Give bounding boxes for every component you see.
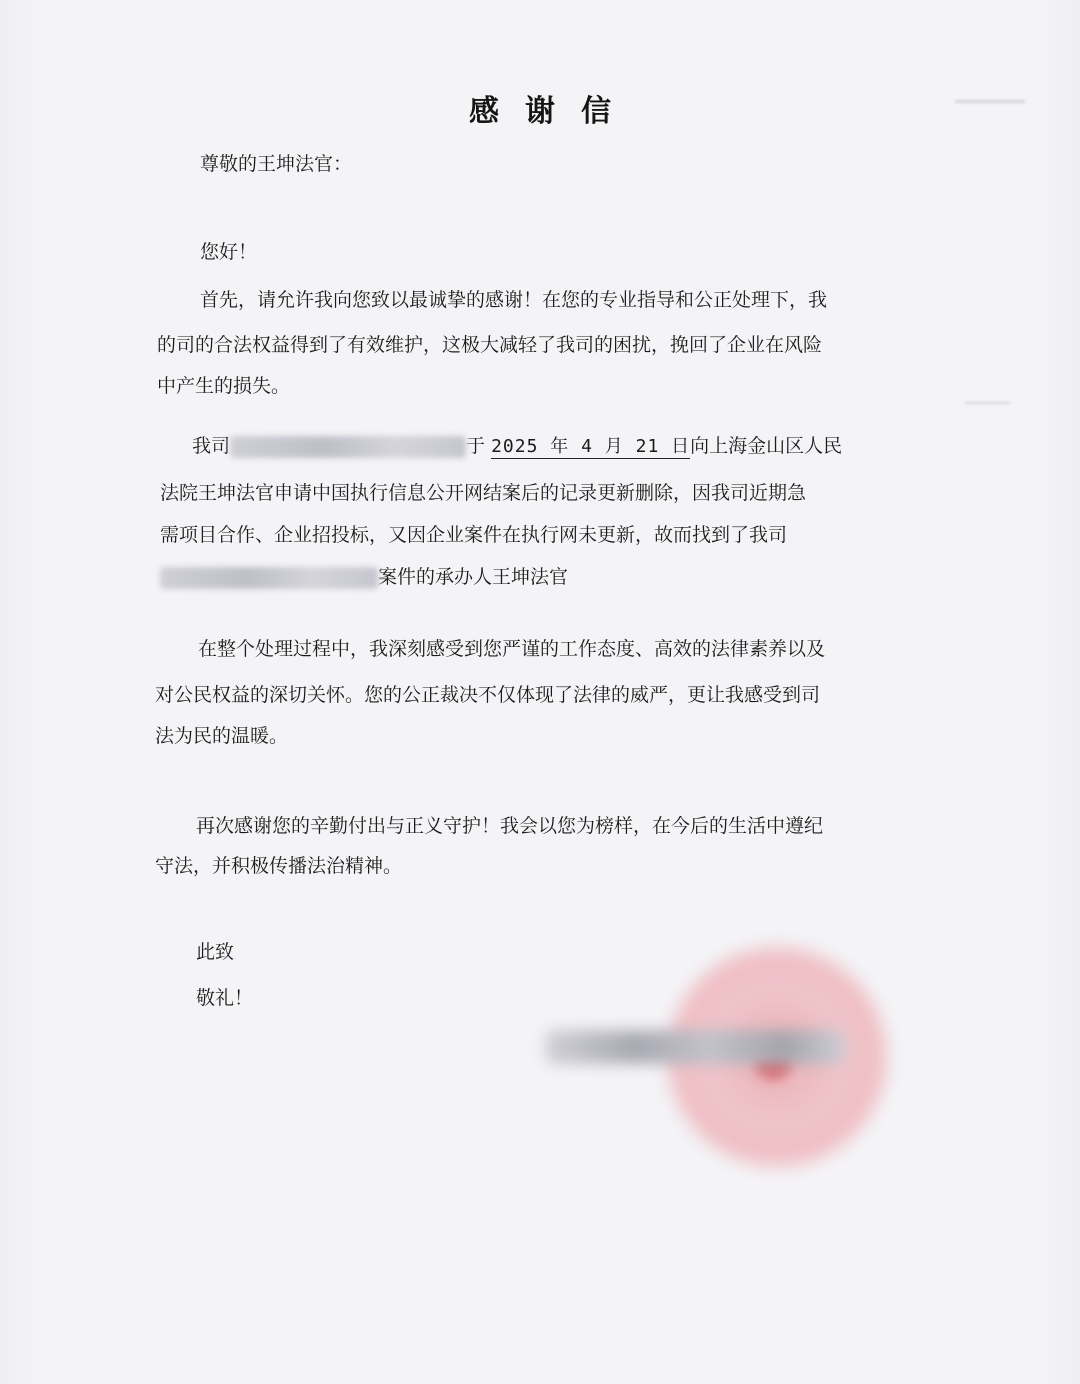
paragraph-4-line-1: 再次感谢您的辛勤付出与正义守护！我会以您为榜样，在今后的生活中遵纪	[196, 815, 824, 837]
letter-title: 感谢信	[469, 94, 637, 129]
text-segment: 我司	[192, 435, 231, 457]
redacted-signature-company-name	[545, 1030, 845, 1064]
paragraph-3-line-3: 法为民的温暖。	[155, 725, 289, 747]
paragraph-4-line-2: 守法，并积极传播法治精神。	[155, 855, 403, 877]
text-segment: 于	[466, 435, 486, 457]
redacted-company-name	[160, 567, 378, 589]
paragraph-2-line-3: 需项目合作、企业招投标，又因企业案件在执行网未更新，故而找到了我司	[160, 524, 788, 546]
paragraph-1-line-3: 中产生的损失。	[157, 375, 291, 397]
salutation: 尊敬的王坤法官：	[200, 153, 353, 175]
paragraph-2-line-4	[160, 565, 568, 589]
paragraph-3-line-1: 在整个处理过程中，我深刻感受到您严谨的工作态度、高效的法律素养以及	[198, 638, 826, 660]
closing-line-1: 此致	[196, 941, 235, 963]
paragraph-1-line-2: 的司的合法权益得到了有效维护，这极大减轻了我司的困扰，挽回了企业在风险	[157, 334, 823, 356]
date-underlined: 2025 年 4 月 21 日	[491, 436, 691, 457]
closing-line-2: 敬礼！	[196, 987, 254, 1009]
greeting: 您好！	[200, 241, 258, 263]
paragraph-3-line-2: 对公民权益的深切关怀。您的公正裁决不仅体现了法律的威严，更让我感受到司	[155, 684, 821, 706]
paragraph-1-line-1: 首先，请允许我向您致以最诚挚的感谢！在您的专业指导和公正处理下，我	[200, 289, 828, 311]
scan-mark	[965, 402, 1010, 404]
text-segment: 向上海金山区人民	[690, 435, 843, 457]
redacted-company-name	[230, 436, 466, 458]
text-segment: 案件的承办人王坤法官	[378, 566, 569, 588]
paragraph-2-line-1	[192, 434, 842, 459]
paragraph-2-line-2: 法院王坤法官申请中国执行信息公开网结案后的记录更新删除，因我司近期急	[160, 482, 807, 504]
